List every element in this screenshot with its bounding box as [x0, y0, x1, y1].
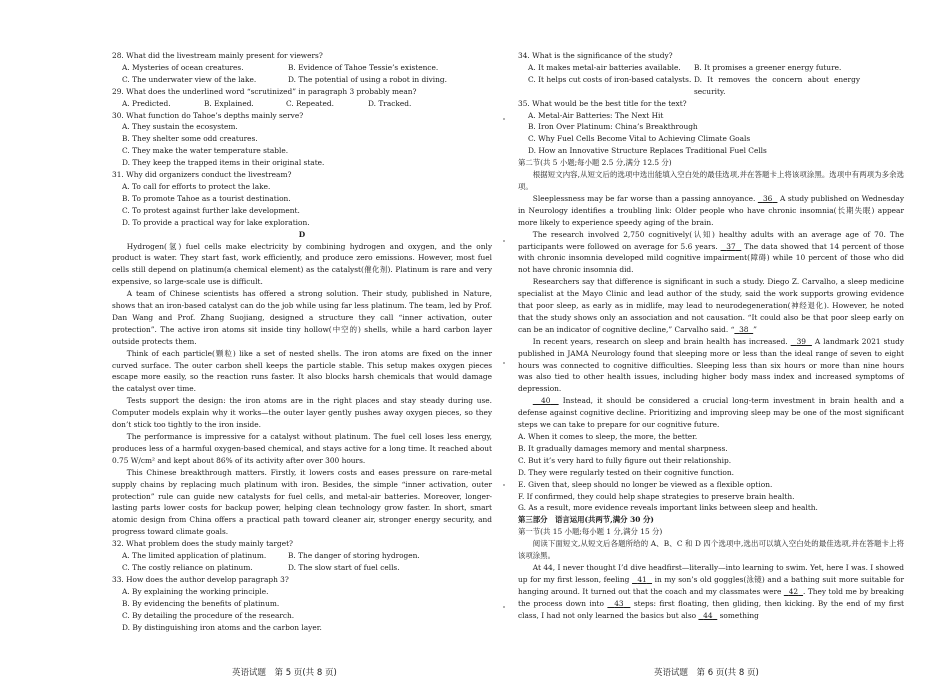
text-segment: The research involved 2,750 cognitively(认知) healthy adults with an average age of 70. The participants were followed on average for 5.6 years. [518, 229, 904, 251]
text-segment: in my son’s old goggles(泳镜) and a bathing suit more suitable for hanging around. It turned out that the coach and my classmates were [518, 574, 904, 596]
blank-38-number: 38 [739, 324, 749, 334]
cloze-paragraph-4 [518, 336, 904, 396]
option-29b: B. Explained. [204, 98, 254, 108]
option-32a: A. The limited application of platinum. [122, 551, 267, 561]
blank-44 [698, 611, 717, 620]
option-c: C. But it’s very hard to fully figure out their relationship. [518, 455, 732, 465]
cloze-paragraph-1 [518, 193, 904, 229]
cloze-passage-paragraph [518, 562, 904, 622]
option-b: B. It gradually damages memory and mental sharpness. [518, 443, 728, 453]
option-29a: A. Predicted. [122, 98, 171, 108]
question-28-options-2 [112, 74, 492, 86]
fold-mark [503, 240, 505, 242]
option-31c: C. To protest against further lake development. [122, 205, 300, 215]
passage-d-paragraph-6: This Chinese breakthrough matters. Firstly, it lowers costs and eases pressure on rare-metal supply chains by replacing much platinum with iron. Besides, the simple “inner activation, outer protection” rule can guide new catalysts for fuel cells, and metal-air batteries. Moreover, longer-lasting parts lower costs for backup power, helping clean technology grow faster. In short, smart atomic design from China offers a practical path toward cleaner air, stronger energy security, and progress toward climate goals. [112, 467, 492, 537]
blank-42 [784, 587, 803, 596]
option-30a: A. They sustain the ecosystem. [122, 122, 238, 132]
option-35a: A. Metal-Air Batteries: The Next Hit [528, 110, 664, 120]
page-footer-left: 英语试题 第 5 页(共 8 页) [232, 668, 337, 678]
question-32-options-2 [112, 562, 492, 574]
cloze-paragraph-5 [518, 395, 904, 431]
option-f: F. If confirmed, they could help shape strategies to preserve brain health. [518, 491, 795, 501]
option-34c: C. It helps cut costs of iron-based catalysts. [528, 74, 692, 84]
option-32c: C. The costly reliance on platinum. [122, 562, 253, 572]
option-35d: D. How an Innovative Structure Replaces Traditional Fuel Cells [528, 146, 767, 156]
question-29-stem: 29. What does the underlined word “scrutinized” in paragraph 3 probably mean? [112, 86, 417, 96]
section-2-instructions: 根据短文内容,从短文后的选项中选出能填入空白处的最佳选项,并在答题卡上将该项涂黑。选项中有两项为多余选项。 [518, 170, 904, 191]
option-34d: D. It removes the concern about energy security. [694, 74, 860, 96]
option-30b: B. They shelter some odd creatures. [122, 134, 258, 144]
question-34-stem: 34. What is the significance of the study? [518, 51, 673, 60]
option-32d: D. The slow start of fuel cells. [288, 562, 400, 572]
passage-d-paragraph-5: The performance is impressive for a catalyst without platinum. The fuel cell loses less energy, produces less of a harmful oxygen-based chemical, and stays active for a long time. It reached about 0.75 W/cm² and kept about 86% of its activity after over 300 hours. [112, 432, 492, 465]
blank-38 [734, 325, 753, 334]
blank-39-number: 39 [796, 336, 806, 346]
option-28d: D. The potential of using a robot in diving. [288, 74, 447, 84]
section-d-heading: D [298, 229, 306, 239]
question-28-stem: 28. What did the livestream mainly present for viewers? [112, 51, 323, 60]
blank-39 [791, 337, 812, 346]
option-30d: D. They keep the trapped items in their original state. [122, 158, 325, 168]
option-34a: A. It makes metal-air batteries available. [528, 62, 681, 72]
fold-mark [503, 606, 505, 608]
passage-d-paragraph-1: Hydrogen(氢) fuel cells make electricity by combining hydrogen and oxygen, and the only product is water. They start fast, work efficiently, and produce zero emissions. However, most fuel cells still depend on platinum(a chemical element) as the catalyst(催化剂). Platinum is rare and very expensive, so large-scale use is difficult. [112, 241, 492, 287]
question-30-stem: 30. What function do Tahoe’s depths mainly serve? [112, 110, 304, 120]
option-31d: D. To provide a practical way for lake exploration. [122, 217, 310, 227]
option-35c: C. Why Fuel Cells Become Vital to Achieving Climate Goals [528, 134, 751, 144]
part-3-title: 第三部分 语言运用(共两节,满分 30 分) [518, 515, 654, 525]
option-29c: C. Repeated. [286, 98, 334, 108]
text-segment: In recent years, research on sleep and brain health has increased. [532, 336, 788, 346]
blank-37 [721, 242, 742, 251]
option-32b: B. The danger of storing hydrogen. [288, 551, 420, 561]
option-28a: A. Mysteries of ocean creatures. [122, 62, 244, 72]
right-column [518, 50, 904, 622]
passage-d-paragraph-3: Think of each particle(颗粒) like a set of nested shells. The iron atoms are fixed on the inner curved surface. The outer carbon shell keeps the particle stable. This setup makes oxygen pieces escape more easily, so the reaction runs faster. It also blocks harsh chemicals that would damage the catalyst over time. [112, 348, 492, 394]
text-segment: something [719, 610, 759, 620]
left-column [112, 50, 492, 633]
question-35-stem: 35. What would be the best title for the text? [518, 98, 687, 108]
question-31-stem: 31. Why did organizers conduct the livestream? [112, 170, 292, 180]
text-segment: Researchers say that difference is significant in such a study. Diego Z. Carvalho, a sleep medicine specialist at the Mayo Clinic and lead author of the study, said the work supports growing evidence that poor sleep, as early as in midlife, may lead to neurodegeneration(神经退化). However, he noted that the study shows only an association and not causation. “It could also be that poor sleep early on can be an indicator of cognitive decline,” Carvalho said. “ [518, 277, 904, 334]
text-segment: The data showed that 14 percent of those with chronic insomnia developed mild cognitive impairment(障碍) while 10 percent of those who did not have chronic insomnia did. [518, 241, 904, 275]
option-g: G. As a result, more evidence reveals important links between sleep and health. [518, 503, 818, 513]
blank-37-number: 37 [726, 241, 736, 251]
question-32-stem: 32. What problem does the study mainly target? [112, 539, 294, 549]
text-segment: steps: first floating, then gliding, then kicking. By the end of my first class, I had not only learned the basics but also [518, 598, 905, 620]
text-segment: Sleeplessness may be far worse than a passing annoyance. [532, 193, 756, 203]
blank-36 [758, 194, 778, 203]
passage-d-paragraph-4: Tests support the design: the iron atoms are in the right places and stay steady during use. Computer models explain why it works—the outer layer gently pushes away oxygen pieces, so they don’t stick too tightly to the iron inside. [112, 396, 492, 430]
question-33-stem: 33. How does the author develop paragraph 3? [112, 574, 289, 584]
option-33b: B. By evidencing the benefits of platinum. [122, 598, 280, 608]
blank-44-number: 44 [703, 610, 713, 620]
question-34-options-2 [518, 74, 904, 98]
fold-mark [503, 362, 505, 364]
blank-40-number: 40 [541, 396, 551, 406]
option-33d: D. By distinguishing iron atoms and the carbon layer. [122, 622, 322, 632]
page-footer-right: 英语试题 第 6 页(共 8 页) [654, 668, 759, 678]
blank-43 [607, 599, 630, 608]
option-35b: B. Iron Over Platinum: China’s Breakthrough [528, 122, 698, 132]
blank-41-number: 41 [637, 574, 647, 584]
part-3-section-1: 第一节(共 15 小题;每小题 1 分,满分 15 分) [518, 527, 663, 537]
text-segment: ” [753, 324, 757, 334]
option-31b: B. To promote Tahoe as a tourist destination. [122, 193, 291, 203]
option-33a: A. By explaining the working principle. [122, 586, 269, 596]
option-33c: C. By detailing the procedure of the research. [122, 610, 295, 620]
passage-d-paragraph-2: A team of Chinese scientists has offered a strong solution. Their study, published in Nature, shows that an iron-based catalyst can do the job while using far less platinum. The team, led by Prof. Dan Wang and Prof. Zhang Suojiang, designed a structure they call “inner activation, outer protection”. The active iron atoms sit inside tiny hollow(中空的) shells, while a hard carbon layer outside protects them. [112, 289, 492, 346]
section-2-title: 第二节(共 5 小题;每小题 2.5 分,满分 12.5 分) [518, 158, 672, 168]
fold-mark [503, 484, 505, 486]
blank-43-number: 43 [614, 598, 624, 608]
question-32-options [112, 550, 492, 562]
option-28c: C. The underwater view of the lake. [122, 74, 257, 84]
blank-42-number: 42 [788, 586, 799, 596]
text-segment: A study published on Wednesday in Neurology identifies a troubling link: Older people who have chronic insomnia(长期失眠) appear more likely to experience speedy aging of the brain. [518, 193, 905, 227]
option-29d: D. Tracked. [368, 98, 412, 108]
question-34-options [518, 62, 904, 74]
option-31a: A. To call for efforts to protect the lake. [122, 181, 271, 191]
question-29-options [112, 98, 492, 110]
cloze-paragraph-2 [518, 229, 904, 277]
text-segment: . They told me by breaking the process down into [518, 586, 905, 608]
text-segment: At 44, I never thought I’d dive headfirst—literally—into learning to swim. Yet, here I was. I showed up for my first lesson, feeling [518, 562, 904, 584]
cloze-paragraph-3 [518, 276, 904, 336]
blank-41 [632, 575, 652, 584]
blank-36-number: 36 [762, 193, 773, 203]
option-30c: C. They make the water temperature stable. [122, 146, 289, 156]
option-d: D. They were regularly tested on their cognitive function. [518, 467, 734, 477]
blank-40 [533, 396, 559, 405]
part-3-instructions: 阅读下面短文,从短文后各题所给的 A、B、C 和 D 四个选项中,选出可以填入空白处的最佳选项,并在答题卡上将该项涂黑。 [518, 539, 904, 561]
question-28-options [112, 62, 492, 74]
text-segment: Instead, it should be considered a crucial long-term investment in brain health and a defense against cognitive decline. Prioritizing and improving sleep may be one of the most significant steps we can take to prepare for our cognitive future. [518, 396, 905, 430]
option-e: E. Given that, sleep should no longer be viewed as a flexible option. [518, 479, 773, 489]
option-34b: B. It promises a greener energy future. [694, 62, 842, 72]
option-28b: B. Evidence of Tahoe Tessie’s existence. [288, 62, 439, 72]
option-a: A. When it comes to sleep, the more, the better. [518, 432, 698, 441]
fold-mark [503, 118, 505, 120]
text-segment: A landmark 2021 study published in JAMA Neurology found that sleeping more or less than the ideal range of seven to eight hours was connected to cognitive difficulties. Sleeping less than six hours or more than nine hours was also tied to other health issues, including higher body mass index and increased symptoms of depression. [518, 336, 905, 394]
